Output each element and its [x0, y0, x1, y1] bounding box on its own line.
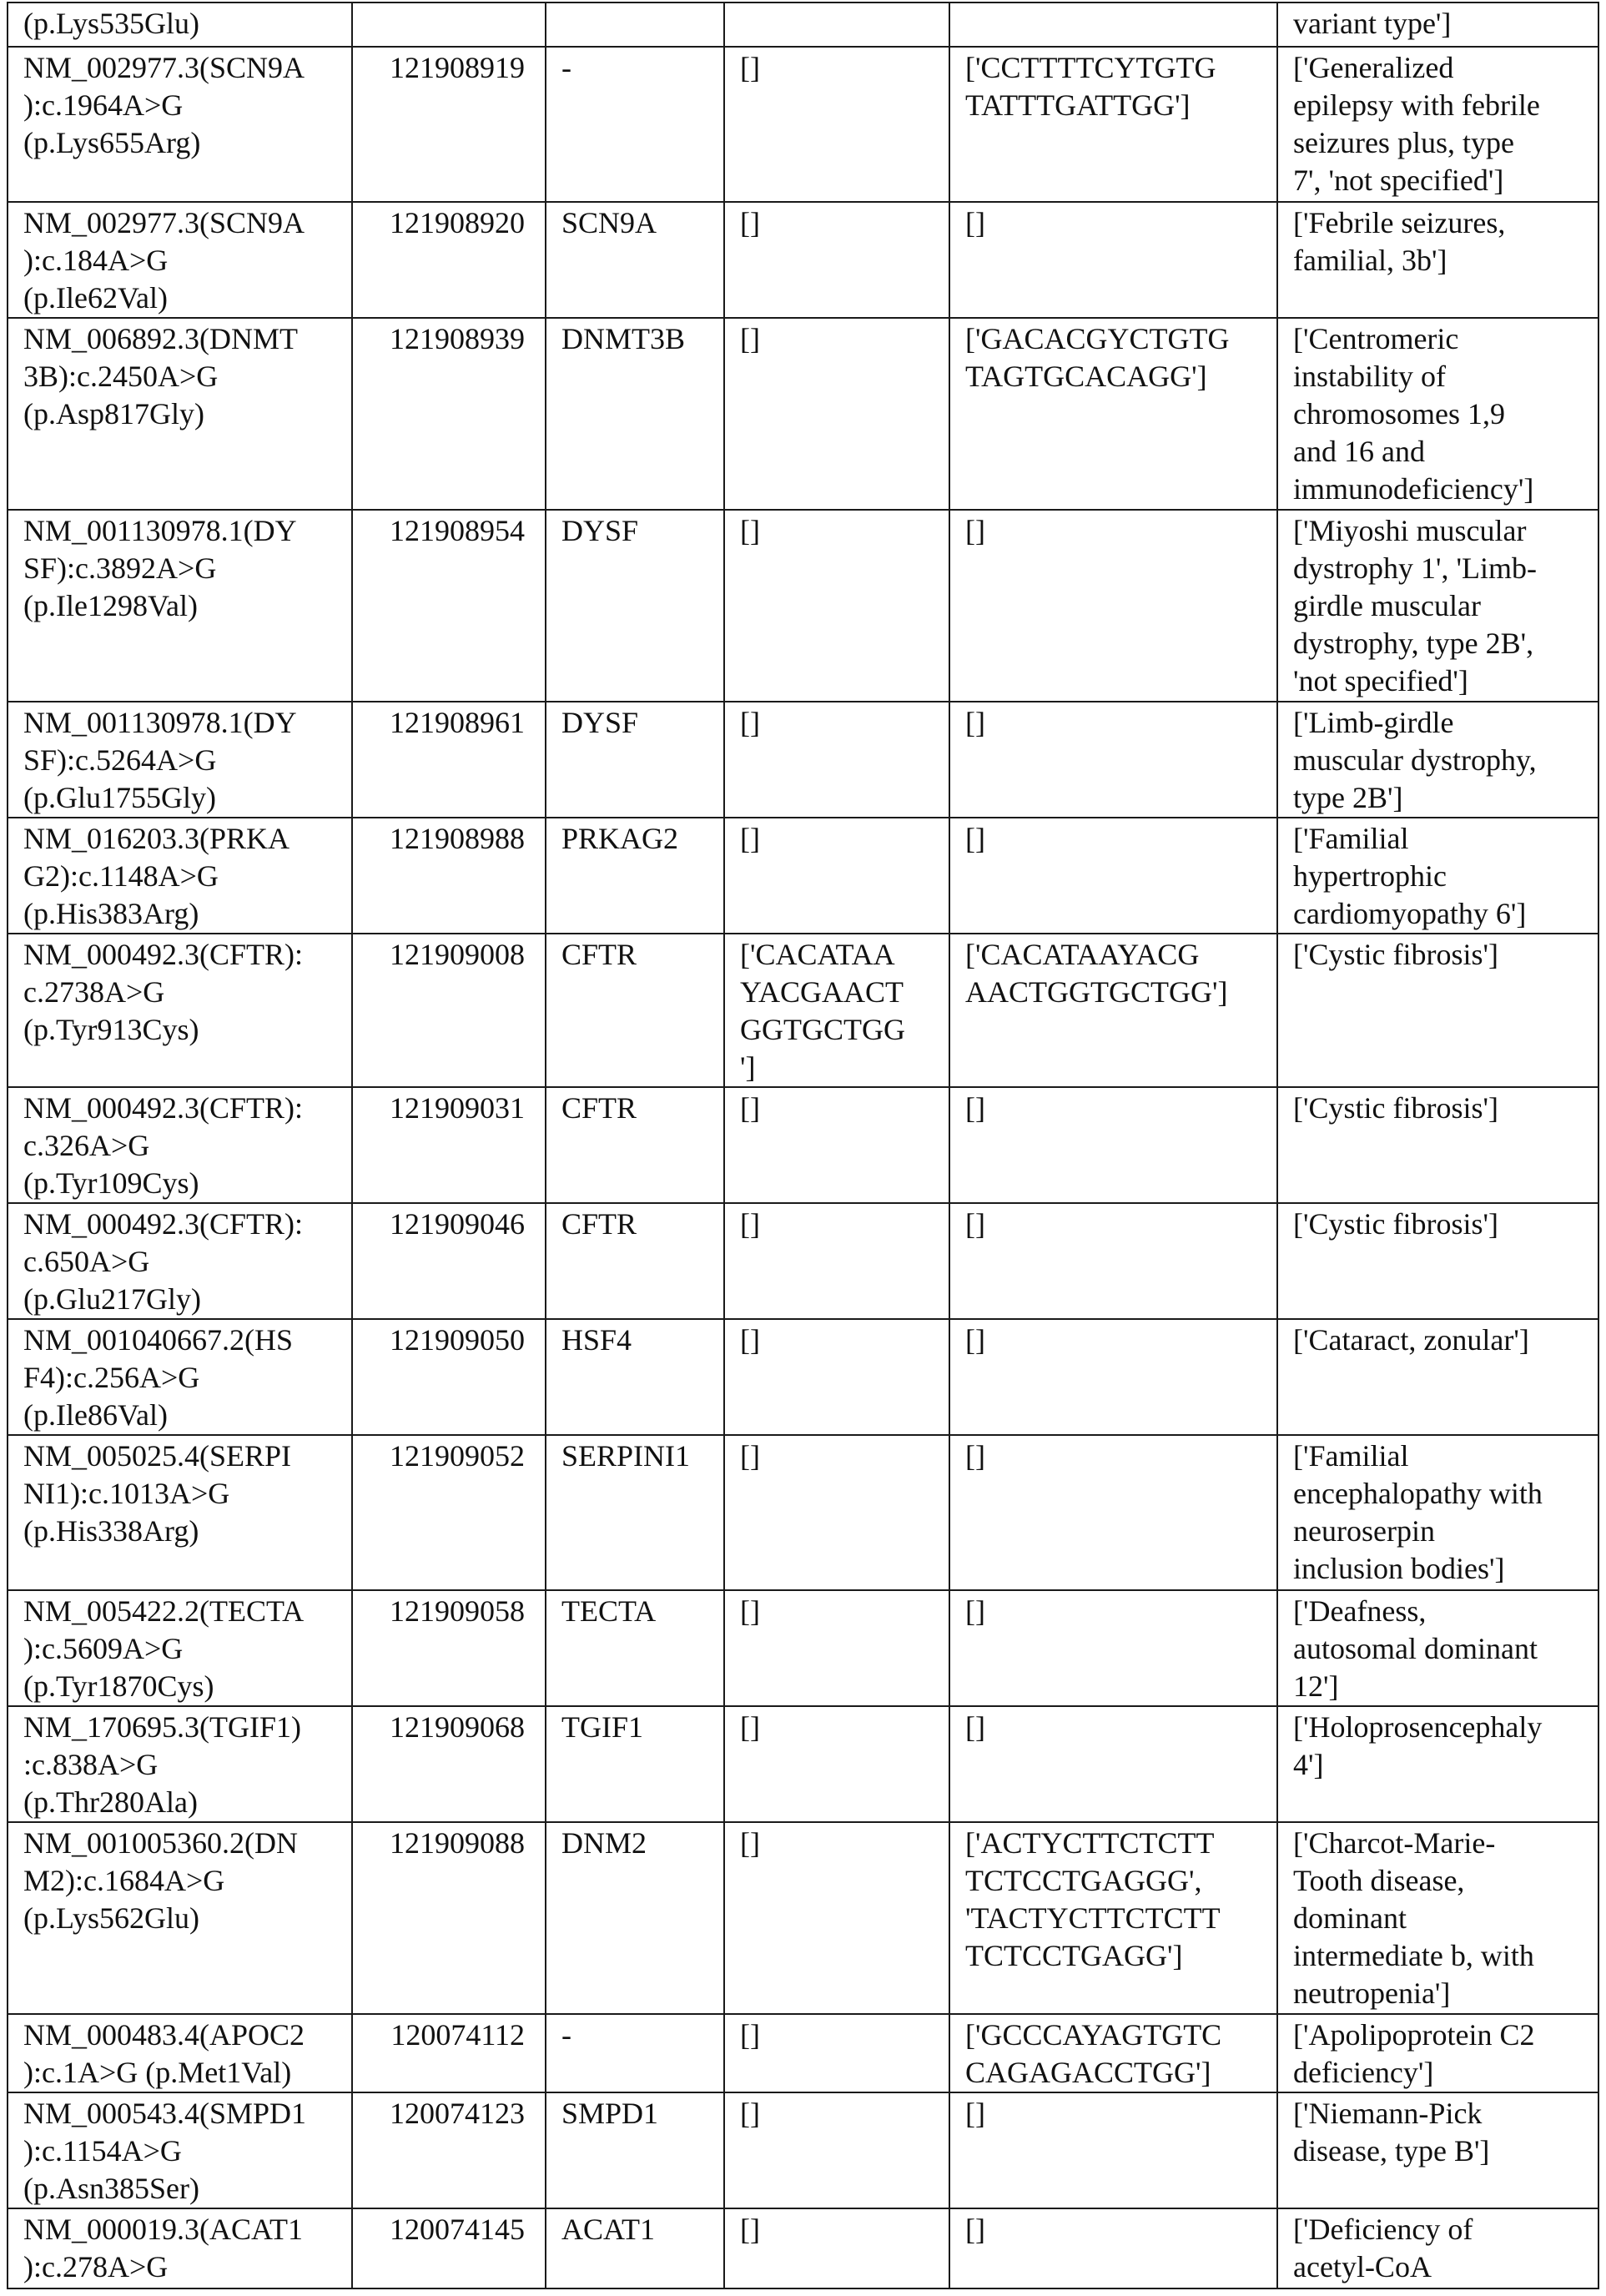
sequence-cell: []: [724, 818, 949, 934]
condition-cell: ['Febrile seizures, familial, 3b']: [1277, 202, 1598, 318]
id-cell: 121909058: [352, 1590, 546, 1706]
sequence-cell: []: [724, 47, 949, 202]
table-row: [8, 2014, 1598, 2092]
table-row: [8, 702, 1598, 818]
id-cell: 120074145: [352, 2208, 546, 2288]
variant-cell: NM_001040667.2(HS F4):c.256A>G (p.Ile86Val): [8, 1319, 352, 1435]
sequence-cell: []: [949, 818, 1277, 934]
gene-cell: TECTA: [546, 1590, 724, 1706]
sequence-cell: []: [724, 318, 949, 510]
variant-table: [7, 2, 1599, 2289]
id-cell: 121909008: [352, 934, 546, 1087]
condition-cell: ['Niemann-Pick disease, type B']: [1277, 2092, 1598, 2208]
id-cell: 121909031: [352, 1087, 546, 1203]
condition-cell: ['Cystic fibrosis']: [1277, 1087, 1598, 1203]
sequence-cell: []: [949, 1590, 1277, 1706]
variant-cell: NM_000492.3(CFTR): c.650A>G (p.Glu217Gly): [8, 1203, 352, 1319]
id-cell: 120074112: [352, 2014, 546, 2092]
id-cell: 121909046: [352, 1203, 546, 1319]
sequence-cell: []: [724, 1203, 949, 1319]
id-cell: 121908920: [352, 202, 546, 318]
sequence-cell: []: [724, 202, 949, 318]
condition-cell: ['Limb-girdle muscular dystrophy, type 2B']: [1277, 702, 1598, 818]
table-row: [8, 934, 1598, 1087]
sequence-cell: []: [949, 510, 1277, 702]
variant-cell: NM_001130978.1(DY SF):c.5264A>G (p.Glu1755Gly): [8, 702, 352, 818]
sequence-cell: []: [724, 2208, 949, 2288]
variant-cell: NM_000483.4(APOC2 ):c.1A>G (p.Met1Val): [8, 2014, 352, 2092]
condition-cell: ['Deficiency of acetyl-CoA: [1277, 2208, 1598, 2288]
sequence-cell: []: [949, 2092, 1277, 2208]
sequence-cell: [949, 3, 1277, 47]
sequence-cell: ['ACTYCTTCTCTT TCTCCTGAGGG', 'TACTYCTTCTCTT TCTCCTGAGG']: [949, 1822, 1277, 2014]
variant-cell: NM_001130978.1(DY SF):c.3892A>G (p.Ile1298Val): [8, 510, 352, 702]
gene-cell: CFTR: [546, 1203, 724, 1319]
sequence-cell: ['CCTTTTCYTGTG TATTTGATTGG']: [949, 47, 1277, 202]
variant-cell: NM_000543.4(SMPD1 ):c.1154A>G (p.Asn385Ser): [8, 2092, 352, 2208]
variant-cell: NM_006892.3(DNMT 3B):c.2450A>G (p.Asp817Gly): [8, 318, 352, 510]
table-row: [8, 1822, 1598, 2014]
sequence-cell: []: [724, 702, 949, 818]
condition-cell: ['Cystic fibrosis']: [1277, 934, 1598, 1087]
gene-cell: TGIF1: [546, 1706, 724, 1822]
sequence-cell: []: [724, 1435, 949, 1590]
sequence-cell: ['CACATAA YACGAACT GGTGCTGG ']: [724, 934, 949, 1087]
sequence-cell: []: [724, 1590, 949, 1706]
id-cell: 121908939: [352, 318, 546, 510]
table-row: [8, 318, 1598, 510]
variant-cell: NM_000492.3(CFTR): c.2738A>G (p.Tyr913Cys): [8, 934, 352, 1087]
table-row: [8, 1319, 1598, 1435]
id-cell: 121908954: [352, 510, 546, 702]
sequence-cell: []: [724, 1319, 949, 1435]
gene-cell: [546, 3, 724, 47]
condition-cell: ['Cystic fibrosis']: [1277, 1203, 1598, 1319]
sequence-cell: []: [724, 2014, 949, 2092]
sequence-cell: []: [949, 1706, 1277, 1822]
table-row: [8, 818, 1598, 934]
sequence-cell: []: [724, 1822, 949, 2014]
sequence-cell: []: [724, 2092, 949, 2208]
gene-cell: CFTR: [546, 934, 724, 1087]
sequence-cell: []: [949, 1319, 1277, 1435]
variant-cell: NM_002977.3(SCN9A ):c.1964A>G (p.Lys655Arg): [8, 47, 352, 202]
gene-cell: SERPINI1: [546, 1435, 724, 1590]
sequence-cell: ['GACACGYCTGTG TAGTGCACAGG']: [949, 318, 1277, 510]
variant-cell: NM_170695.3(TGIF1) :c.838A>G (p.Thr280Ala): [8, 1706, 352, 1822]
sequence-cell: []: [949, 2208, 1277, 2288]
sequence-cell: []: [949, 1087, 1277, 1203]
condition-cell: ['Charcot-Marie- Tooth disease, dominant intermediate b, with neutropenia']: [1277, 1822, 1598, 2014]
table-row: [8, 202, 1598, 318]
table-row: [8, 1435, 1598, 1590]
sequence-cell: []: [949, 1435, 1277, 1590]
variant-cell: NM_002977.3(SCN9A ):c.184A>G (p.Ile62Val): [8, 202, 352, 318]
table-row: [8, 3, 1598, 47]
sequence-cell: []: [724, 1087, 949, 1203]
gene-cell: DYSF: [546, 510, 724, 702]
gene-cell: ACAT1: [546, 2208, 724, 2288]
id-cell: 121909050: [352, 1319, 546, 1435]
gene-cell: PRKAG2: [546, 818, 724, 934]
condition-cell: ['Apolipoprotein C2 deficiency']: [1277, 2014, 1598, 2092]
id-cell: 121908961: [352, 702, 546, 818]
variant-cell: (p.Lys535Glu): [8, 3, 352, 47]
id-cell: [352, 3, 546, 47]
id-cell: 121909068: [352, 1706, 546, 1822]
id-cell: 121909088: [352, 1822, 546, 2014]
id-cell: 121908988: [352, 818, 546, 934]
sequence-cell: []: [724, 510, 949, 702]
table-row: [8, 1203, 1598, 1319]
id-cell: 120074123: [352, 2092, 546, 2208]
variant-cell: NM_001005360.2(DN M2):c.1684A>G (p.Lys562Glu): [8, 1822, 352, 2014]
gene-cell: SCN9A: [546, 202, 724, 318]
sequence-cell: ['CACATAAYACG AACTGGTGCTGG']: [949, 934, 1277, 1087]
sequence-cell: []: [949, 1203, 1277, 1319]
table-row: [8, 1706, 1598, 1822]
gene-cell: HSF4: [546, 1319, 724, 1435]
condition-cell: variant type']: [1277, 3, 1598, 47]
condition-cell: ['Generalized epilepsy with febrile seizures plus, type 7', 'not specified']: [1277, 47, 1598, 202]
id-cell: 121908919: [352, 47, 546, 202]
variant-cell: NM_000492.3(CFTR): c.326A>G (p.Tyr109Cys): [8, 1087, 352, 1203]
condition-cell: ['Holoprosencephaly 4']: [1277, 1706, 1598, 1822]
variant-cell: NM_000019.3(ACAT1 ):c.278A>G: [8, 2208, 352, 2288]
sequence-cell: []: [949, 202, 1277, 318]
gene-cell: -: [546, 47, 724, 202]
sequence-cell: []: [724, 1706, 949, 1822]
table-row: [8, 2092, 1598, 2208]
condition-cell: ['Miyoshi muscular dystrophy 1', 'Limb- girdle muscular dystrophy, type 2B', 'not specified']: [1277, 510, 1598, 702]
gene-cell: -: [546, 2014, 724, 2092]
id-cell: 121909052: [352, 1435, 546, 1590]
gene-cell: SMPD1: [546, 2092, 724, 2208]
variant-cell: NM_005422.2(TECTA ):c.5609A>G (p.Tyr1870Cys): [8, 1590, 352, 1706]
table-row: [8, 47, 1598, 202]
sequence-cell: []: [949, 702, 1277, 818]
table-row: [8, 510, 1598, 702]
gene-cell: CFTR: [546, 1087, 724, 1203]
sequence-cell: [724, 3, 949, 47]
table-row: [8, 1590, 1598, 1706]
variant-cell: NM_005025.4(SERPI NI1):c.1013A>G (p.His338Arg): [8, 1435, 352, 1590]
table-row: [8, 1087, 1598, 1203]
condition-cell: ['Familial encephalopathy with neuroserpin inclusion bodies']: [1277, 1435, 1598, 1590]
table-row: [8, 2208, 1598, 2288]
variant-cell: NM_016203.3(PRKA G2):c.1148A>G (p.His383Arg): [8, 818, 352, 934]
gene-cell: DNMT3B: [546, 318, 724, 510]
condition-cell: ['Cataract, zonular']: [1277, 1319, 1598, 1435]
gene-cell: DYSF: [546, 702, 724, 818]
condition-cell: ['Familial hypertrophic cardiomyopathy 6']: [1277, 818, 1598, 934]
condition-cell: ['Deafness, autosomal dominant 12']: [1277, 1590, 1598, 1706]
gene-cell: DNM2: [546, 1822, 724, 2014]
condition-cell: ['Centromeric instability of chromosomes 1,9 and 16 and immunodeficiency']: [1277, 318, 1598, 510]
sequence-cell: ['GCCCAYAGTGTC CAGAGACCTGG']: [949, 2014, 1277, 2092]
